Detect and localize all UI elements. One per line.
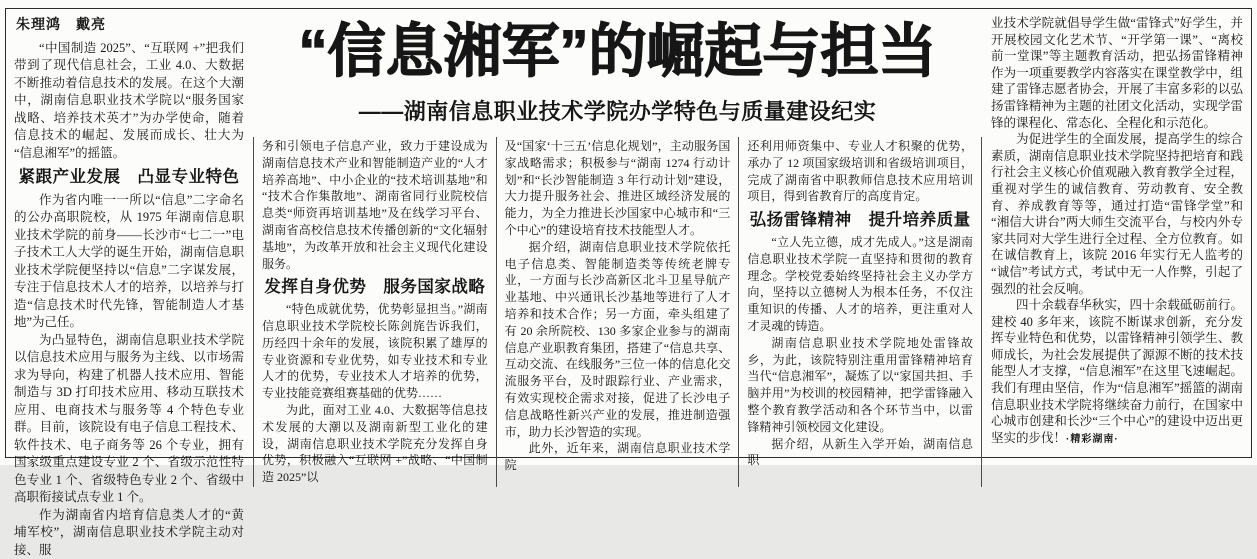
closing-text: 四十余载春华秋实，四十余载砥砺前行。建校 40 多年来，该院不断谋求创新，充分发挥专业特色和优势，以雷锋精神引领学生、教师成长，为社会发展提供了源源不断的技术技能型人才支撑，“信息湘军”在这里飞速崛起。我们有理由坚信，作为“信息湘军”摇篮的湖南信息职业技术学院将继续奋力前行，在国家中心城市创建和长沙“三个中心”的建设中迈出更坚实的步伐！: [991, 298, 1243, 445]
section-heading-industry: 紧跟产业发展 凸显专业特色: [14, 169, 244, 187]
body-paragraph: 为促进学生的全面发展，提高学生的综合素质，湖南信息职业技术学院坚持把培育和践行社会主义核心价值观融入教育教学全过程，重视对学生的诚信教育、劳动教育、安全教育、养成教育等等，通过打造“雷锋学堂”和“湘信大讲台”两大师生交流平台，与校内外专家共同对大学生进行全过程、全方位教育。如在诚信教育上，该院 2016 年实行无人监考的“诚信”考试方式，考试中无一人作弊，引起了强烈的社会反响。: [991, 131, 1243, 297]
body-paragraph: 作为湖南省内培育信息类人才的“黄埔军校”，湖南信息职业技术学院主动对接、服: [14, 507, 244, 559]
intro-paragraph: “中国制造 2025”、“互联网 +”把我们带到了现代信息社会，工业 4.0、大数据不断推动着信息技术的发展。在这个大潮中，湖南信息职业技术学院以“服务国家战略、培养技术英才”为办学使命，随着信息技术的崛起、发展而成长、壮大为“信息湘军”的摇篮。: [14, 40, 244, 163]
section-heading-leifeng: 弘扬雷锋精神 提升培养质量: [747, 212, 973, 229]
middle-section: [253, 15, 982, 451]
body-paragraph: 业技术学院就倡导学生做“雷锋式”好学生，并开展校园文化艺术节、“开学第一课”、“离校前一堂课”等主题教育活动，把弘扬雷锋精神作为一项重要教学内容落实在课堂教学中，组建了雷锋志愿者协会，开展了丰富多彩的以弘扬雷锋精神为主题的社团文化活动，实现学雷锋的课程化、常态化、全程化和示范化。: [991, 15, 1243, 131]
body-paragraph: 据介绍，从新生入学开始，湖南信息职: [747, 436, 973, 470]
column-1: [14, 15, 244, 451]
byline: 朱理鸿 戴亮: [16, 16, 244, 34]
body-paragraph: 为此，面对工业 4.0、大数据等信息技术发展的大潮以及湖南新型工业化的建设，湖南信息职业技术学院充分发挥自身优势，积极融入“互联网 +”战略、“中国制造 2025”以: [262, 402, 488, 486]
section-heading-advantage: 发挥自身优势 服务国家战略: [262, 279, 488, 296]
body-paragraph: 务和引领电子信息产业，致力于建设成为湖南信息技术产业和智能制造产业的“人才培养高地”、中小企业的“技术培训基地”和“技术合作集散地”、湖南省同行业院校信息类“师资再培训基地”及在线学习平台、湖南省高校信息技术传播创新的“文化辐射基地”，为改革开放和社会主义现代化建设服务。: [262, 138, 488, 272]
body-paragraph: 据介绍，湖南信息职业技术学院依托电子信息类、智能制造类等传统老牌专业，一方面与长沙高新区北斗卫星导航产业基地、中兴通讯长沙基地等进行了人才培养和技术合作；另一方面，牵头组建了有 20 余所院校、130 多家企业参与的湖南信息产业职教育集团，搭建了“信息共享、互动交流、在线服务”三位一体的信息化交流服务平台，及时跟踪行业、产业需求，有效实现校企需求对接，促进了长沙电子信息战略性新兴产业的发展，推进制造强市，助力长沙智造的实现。: [505, 239, 731, 441]
closing-tag: ·精彩湖南·: [1066, 434, 1119, 445]
column-4: [739, 137, 981, 487]
body-paragraph: “立人先立德，成才先成人。”这是湖南信息职业技术学院一直坚持和贯彻的教育理念。学校党委始终坚持社会主义办学方向，坚持以立德树人为根本任务，不仅注重知识的传播、人才的培养，更注重对人才灵魂的铸造。: [747, 234, 973, 335]
body-columns: [253, 137, 982, 487]
body-paragraph: “特色成就优势，优势彰显担当。”湖南信息职业技术学院校长陈剑旄告诉我们，历经四十余年的发展，该院积累了雄厚的专业资源和专业优势，如专业技术和专业人才的优势，专业技术人才培养的优势，专业技能竞赛组赛基础的优势……: [262, 301, 488, 402]
body-paragraph: 此外，近年来，湖南信息职业技术学院: [505, 440, 731, 474]
body-paragraph: 为凸显特色，湖南信息职业技术学院以信息技术应用与服务为主线、以市场需求为导向，构建了机器人技术应用、智能制造与 3D 打印技术应用、移动互联技术应用、电商技术与服务等 4 个特色专业群。目前，该院设有电子信息工程技术、软件技术、电子商务等 26 个专业，拥有国家级重点建设专业 2 个、省级示范性特色专业 1 个、省级特色专业 2 个、省级中高职衔接试点专业 1 个。: [14, 332, 244, 507]
body-paragraph: 及“国家‘十三五’信息化规划”，主动服务国家战略需求；积极参与“湖南 1274 行动计划”和“长沙智能制造 3 年行动计划”建设，大力提升服务社会、推进区域经济发展的能力，为全力推进长沙国家中心城市和“三个中心”的建设培育技术技能型人才。: [505, 138, 731, 239]
body-paragraph: 作为省内唯一一所以“信息”二字命名的公办高职院校，从 1975 年湖南信息职业技术学院的前身——长沙市“七二一”电子技术工人大学的诞生开始，湖南信息职业技术学院便坚持以“信息”二字谋发展，专注于信息技术人才的培养，以培养与打造“信息技术时代先锋，智能制造人才基地”为己任。: [14, 192, 244, 332]
headline-subtitle: ——湖南信息职业技术学院办学特色与质量建设纪实: [359, 95, 877, 126]
headline-block: [253, 15, 982, 133]
article-frame: [5, 8, 1252, 458]
closing-paragraph: [991, 297, 1243, 448]
headline-title: “信息湘军”的崛起与担当: [298, 22, 936, 83]
column-3: [497, 137, 739, 487]
column-5: [991, 15, 1243, 451]
body-paragraph: 湖南信息职业技术学院地处雷锋故乡，为此，该院特别注重用雷锋精神培育当代“信息湘军”，凝炼了以“家国共担、手脑并用”为校训的校园精神，把学雷锋融入整个教育教学活动和各个环节当中，以雷锋精神引领校园文化建设。: [747, 335, 973, 436]
body-paragraph: 还利用师资集中、专业人才积聚的优势，承办了 12 项国家级培训和省级培训项目，完成了湖南省中职教师信息技术应用培训项目，得到省教育厅的高度肯定。: [747, 138, 973, 205]
column-2: [254, 137, 496, 487]
